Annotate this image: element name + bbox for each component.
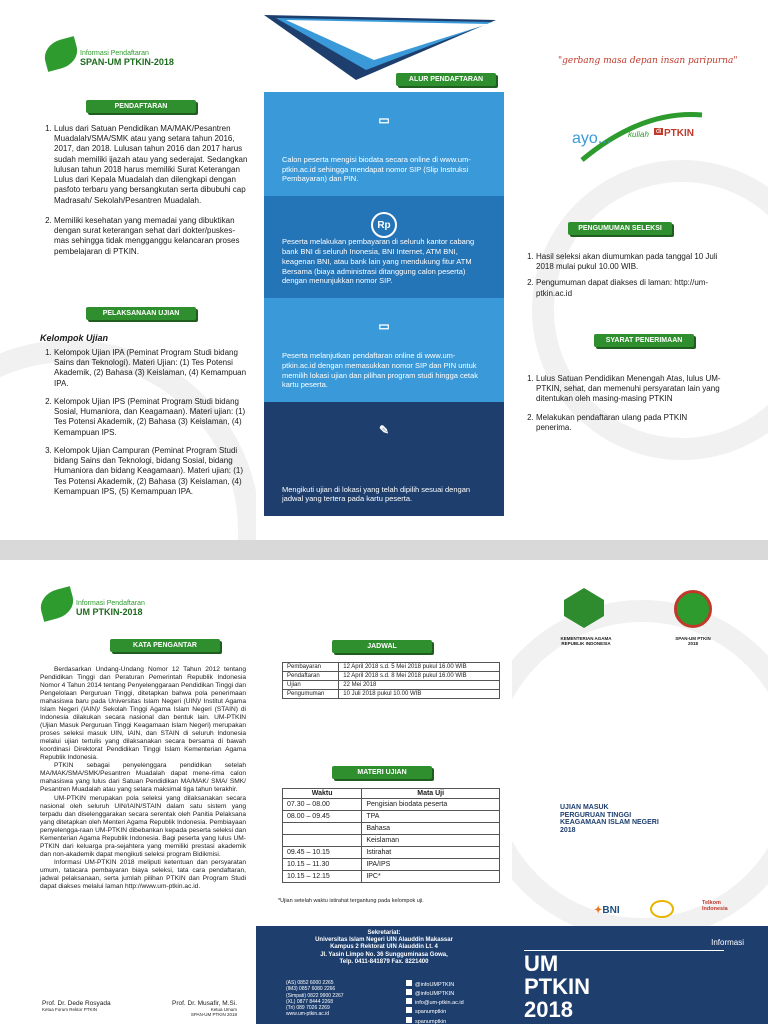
section-tag-materi: MATERI UJIAN bbox=[332, 766, 432, 779]
bni-mark-icon: ✦ bbox=[594, 905, 603, 916]
list-item: 1. Lulus Satuan Pendidikan Menengah Atas, lulus UM-PTKIN, sehat, dan memenuhi persyaratan lain yang ditentukan oleh masing-masing PTKIN bbox=[536, 374, 722, 405]
ptkin-text: PTKIN bbox=[664, 128, 694, 139]
bni-text: BNI bbox=[602, 905, 620, 916]
decor-wave bbox=[512, 600, 768, 940]
email-icon bbox=[406, 998, 412, 1004]
phone-number: (IM3) 0857 6080 2266 bbox=[286, 986, 336, 993]
um-ptkin-logo bbox=[40, 590, 145, 618]
address-line: Kampus 2 Rektorat UIN Alauddin Lt. 4 bbox=[330, 944, 438, 951]
youtube-link[interactable] bbox=[406, 1017, 464, 1024]
social-handle: spanumptkin bbox=[415, 1018, 447, 1024]
twitter-icon bbox=[406, 980, 412, 986]
social-handle: @infoUMPTKIN bbox=[415, 982, 455, 988]
span-line: 2018 bbox=[687, 641, 698, 646]
alur-step bbox=[264, 92, 504, 196]
twitter-link[interactable] bbox=[406, 980, 464, 989]
table-cell: Ujian bbox=[283, 681, 339, 690]
logo-big-text: SPAN-UM PTKIN-2018 bbox=[80, 57, 174, 68]
table-cell: Pengumuman bbox=[283, 690, 339, 699]
materi-table bbox=[282, 788, 500, 883]
kuliah-text: kuliah bbox=[628, 130, 649, 139]
telkom-text: Telkom bbox=[702, 900, 721, 906]
table-cell bbox=[283, 835, 362, 847]
table-row bbox=[283, 859, 500, 871]
telkom-text: Indonesia bbox=[702, 906, 728, 913]
big-line: PTKIN bbox=[524, 974, 590, 1000]
kelompok-list bbox=[40, 348, 250, 497]
kemenag-line: REPUBLIK INDONESIA bbox=[561, 641, 611, 646]
signer-role: Ketua Umum bbox=[210, 1007, 238, 1012]
table-row bbox=[283, 811, 500, 823]
social-handle: info@um-ptkin.ac.id bbox=[415, 1000, 464, 1007]
ayo-text: ayo... bbox=[572, 130, 612, 147]
table-cell: Keislaman bbox=[362, 835, 500, 847]
materi-note: *Ujian setelah waktu istirahat tergantung pada kelompok uji. bbox=[278, 898, 424, 904]
kata-pengantar-body bbox=[40, 666, 246, 891]
span-um-circle-logo-icon bbox=[674, 590, 712, 628]
jadwal-table bbox=[282, 662, 500, 699]
di-text: di bbox=[656, 128, 662, 135]
table-row bbox=[283, 663, 500, 672]
section-tag-jadwal: JADWAL bbox=[332, 640, 432, 653]
monitor-icon: ▭ bbox=[378, 113, 390, 128]
table-cell: IPA/IPS bbox=[362, 859, 500, 871]
phone-number: (AS) 0852 6000 2265 bbox=[286, 980, 334, 986]
alur-step-text: Peserta melanjutkan pendaftaran online di www.um-ptkin.ac.id dengan memasukkan nomor SIP dan PIN untuk memilih lokasi ujian dan pilihan program studi hingga cetak kartu peserta. bbox=[282, 351, 478, 390]
social-handle: spanumptkin bbox=[415, 1009, 447, 1016]
kemenag-label bbox=[556, 636, 616, 646]
table-row bbox=[283, 672, 500, 681]
social-handle: @infoUMPTKIN bbox=[415, 991, 455, 998]
section-tag-kata-pengantar: KATA PENGANTAR bbox=[110, 639, 220, 652]
table-cell: 12 April 2018 s.d. 8 Mei 2018 pukul 16.00 WIB bbox=[339, 672, 500, 681]
col-header: Waktu bbox=[283, 789, 362, 799]
paragraph: Informasi UM-PTKIN 2018 meliputi ketentuan dan persyaratan umum, tatacara pembayaran biaya seleksi, tata cara pendaftaran, jadwal pelaksanaan, serta jumlah pilihan PTKIN dan Program Studi dapat diakses melalui laman http://www.um-ptkin.ac.id. bbox=[40, 858, 246, 890]
list-item: 3. Kelompok Ujian Campuran (Peminat Program Studi bidang Sains dan Teknologi, bidang Sosial, bidang Humaniora dan bidang Keagamaan). Materi ujian: (1) Tes Potensi Akademik, (2) Bahasa (3) Keislaman, (4) Kemampuan IPS, (5) Kemampuan IPA. bbox=[54, 446, 250, 497]
monitor-icon: ▭ bbox=[378, 319, 390, 334]
list-item: 2. Memiliki kesehatan yang memadai yang dibuktikan dengan surat keterangan sehat dari dokter/puskes-mas sehingga tidak mengganggu kelancaran proses pembelajaran di PTKIN. bbox=[54, 216, 248, 257]
span-line: SPAN-UM PTKIN bbox=[675, 636, 711, 641]
bni-logo bbox=[594, 905, 620, 916]
website-link[interactable]: www.um-ptkin.ac.id bbox=[286, 1011, 330, 1018]
email-link[interactable] bbox=[406, 998, 464, 1007]
rupiah-icon: Rp bbox=[371, 212, 397, 238]
section-tag-alur: ALUR PENDAFTARAN bbox=[396, 73, 496, 86]
logo-small-text: Informasi Pendaftaran bbox=[76, 600, 145, 608]
signature-2 bbox=[172, 1000, 237, 1017]
youtube-icon bbox=[406, 1017, 412, 1023]
table-row bbox=[283, 835, 500, 847]
instagram-icon bbox=[406, 1007, 412, 1013]
kelompok-ujian-title: Kelompok Ujian bbox=[40, 333, 109, 343]
kemenag-line: KEMENTERIAN AGAMA bbox=[560, 636, 612, 641]
panel-jadwal bbox=[256, 560, 512, 1024]
address-line: Jl. Yasin Limpo No. 36 Sungguminasa Gowa, bbox=[320, 951, 448, 958]
signer-name: Prof. Dr. Dede Rosyada bbox=[42, 1000, 111, 1007]
sekretariat-address bbox=[256, 930, 512, 966]
pencil-icon: ✎ bbox=[378, 423, 390, 438]
phone-number: (XL) 0877 8444 2268 bbox=[286, 998, 333, 1005]
social-links bbox=[406, 980, 464, 1024]
table-cell: 12 April 2018 s.d. 5 Mei 2018 pukul 16.00 WIB bbox=[339, 663, 500, 672]
signer-role: Ketua Forum Rektor PTKIN bbox=[42, 1007, 98, 1012]
syarat-list bbox=[522, 374, 722, 433]
table-row bbox=[283, 847, 500, 859]
alur-step bbox=[264, 196, 504, 298]
table-cell: Bahasa bbox=[362, 823, 500, 835]
span-um-logo bbox=[44, 40, 174, 68]
leaf-icon bbox=[37, 586, 77, 622]
big-line: 2018 bbox=[524, 997, 573, 1023]
alur-step-text: Mengikuti ujian di lokasi yang telah dipilih sesuai dengan jadwal yang tertera pada kartu peserta. bbox=[282, 484, 471, 504]
sekretariat-footer bbox=[256, 926, 512, 1024]
facebook-icon bbox=[406, 989, 412, 995]
list-item: 2. Pengumuman dapat diakses di laman: http://um-ptkin.ac.id bbox=[536, 278, 722, 298]
logo-big-text: UM PTKIN-2018 bbox=[76, 607, 143, 618]
logo-small-text: Informasi Pendaftaran bbox=[80, 50, 149, 58]
table-cell: 09.45 – 10.15 bbox=[283, 847, 362, 859]
address-line: Universitas Islam Negeri UIN Alauddin Makassar bbox=[315, 937, 453, 944]
cover-big-title bbox=[524, 952, 590, 1021]
title-line: 2018 bbox=[560, 827, 576, 835]
list-item: 1. Lulus dari Satuan Pendidikan MA/MAK/Pesantren Muadalah/SMA/SMK atau yang setara tahun 2016, 2017, dan 2018. Lulusan tahun 2016 dan 2017 harus sudah memiliki ijazah atau yang sederajat. Sedangkan lulusan tahun 2018 harus memiliki Surat Keterangan Lulus dari Kepala Muadalah dan dilengkapi dengan pasfoto terbaru yang bersangkutan serta dibubuhi cap Madrasah/ Sekolah/Pesantren Muadalah. bbox=[54, 124, 248, 206]
signature-1 bbox=[42, 1000, 111, 1012]
section-tag-pelaksanaan: PELAKSANAAN UJIAN bbox=[86, 307, 196, 320]
table-row bbox=[283, 690, 500, 699]
table-row bbox=[283, 871, 500, 883]
list-item: 2. Melakukan pendaftaran ulang pada PTKIN penerima. bbox=[536, 413, 722, 433]
list-item: 1. Kelompok Ujian IPA (Peminat Program Studi bidang Sains dan Teknologi). Materi Ujian: (1) Tes Potensi Akademik, (2) Bahasa (3) Keislaman, (4) Kemampuan IPA. bbox=[54, 348, 250, 389]
facebook-link[interactable] bbox=[406, 989, 464, 998]
pengumuman-list bbox=[522, 252, 722, 299]
slogan: "gerbang masa depan insan paripurna" bbox=[558, 56, 738, 66]
table-row bbox=[283, 799, 500, 811]
table-row bbox=[283, 823, 500, 835]
section-tag-pendaftaran: PENDAFTARAN bbox=[86, 100, 196, 113]
panel-cover bbox=[512, 560, 768, 1024]
pendaftaran-list bbox=[40, 124, 248, 257]
col-header: Mata Uji bbox=[362, 789, 500, 799]
table-cell: Pengisian biodata peserta bbox=[362, 799, 500, 811]
table-cell: 08.00 – 09.45 bbox=[283, 811, 362, 823]
table-cell: 07.30 – 08.00 bbox=[283, 799, 362, 811]
list-item: 1. Hasil seleksi akan diumumkan pada tanggal 10 Juli 2018 mulai pukul 10.00 WIB. bbox=[536, 252, 722, 272]
panel-pendaftaran bbox=[0, 0, 256, 540]
sekretariat-title: Sekretariat: bbox=[367, 930, 401, 936]
telkom-logo bbox=[702, 900, 728, 912]
table-cell: Istirahat bbox=[362, 847, 500, 859]
ayo-kuliah-logo bbox=[572, 100, 712, 170]
table-cell: Pembayaran bbox=[283, 663, 339, 672]
title-line: UJIAN MASUK bbox=[560, 804, 609, 811]
table-row bbox=[283, 681, 500, 690]
table-cell: IPC* bbox=[362, 871, 500, 883]
section-tag-pengumuman: PENGUMUMAN SELEKSI bbox=[568, 222, 672, 235]
panel-pengumuman bbox=[512, 0, 768, 540]
paragraph: Berdasarkan Undang-Undang Nomor 12 Tahun 2012 tentang Pendidikan Tinggi dan Peraturan Pemerintah Republik Indonesia Nomor 4 Tahun 2014 tentang Penyelenggaraan Pendidikan Tinggi dan Pengelolaan Perguruan Tinggi, ditetapkan bahwa pola penerimaan mahasiswa baru pada Universitas Islam Negeri (UIN)/ Institut Agama Islam Negeri (IAIN)/ Sekolah Tinggi Agama Islam Negeri (STAIN) di Indonesia dilakukan secara nasional dan bentuk lain. UM-PTKIN (Ujian Masuk Perguruan Tinggi Keagamaan Islam Negeri) merupakan proses seleksi masuk UIN, IAIN, dan STAIN di seluruh Indonesia melalui ujian tertulis yang dilaksanakan secara bersama di bawah koordinasi Direktorat Pendidikan Tinggi Islam Kementerian Agama Republik Indonesia. bbox=[40, 666, 246, 762]
instagram-link[interactable] bbox=[406, 1007, 464, 1016]
title-line: PERGURUAN TINGGI bbox=[560, 811, 632, 819]
partner-logo-icon bbox=[650, 900, 674, 918]
panel-alur-pendaftaran bbox=[256, 0, 512, 540]
table-cell: 22 Mei 2018 bbox=[339, 681, 500, 690]
contact-phones bbox=[286, 980, 344, 1018]
section-tag-syarat: SYARAT PENERIMAAN bbox=[594, 334, 694, 347]
alur-step-text: Calon peserta mengisi biodata secara online di www.um-ptkin.ac.id sehingga mendapat nomor SIP (Slip Instruksi Pembayaran) dan PIN. bbox=[282, 154, 471, 184]
list-item: 2. Kelompok Ujian IPS (Peminat Program Studi bidang Sosial, Humaniora, dan Keagamaan). Materi ujian: (1) Tes Potensi Akademik, (2) Bahasa (3) Keislaman, (4) Kemampuan IPS. bbox=[54, 397, 250, 438]
paragraph: UM-PTKIN merupakan pola seleksi yang dilaksanakan secara nasional oleh seluruh UIN/IAIN/STAIN dalam satu sistem yang terpadu dan diselenggarakan secara serentak oleh Panitia Pelaksana yang ditetapkan oleh Menteri Agama Republik Indonesia. Pembiayaan penyelengga-raan UM-PTKIN dibebankan kepada peserta seleksi dan Kementerian Agama Republik Indonesia. Bagi peserta yang lulus UM-PTKIN dari keluarga pra-sejahtera yang memiliki prestasi akademik dan non-akademik dapat mengikuti seleksi program Bidikmisi. bbox=[40, 794, 246, 858]
alur-step bbox=[264, 402, 504, 516]
cover-banner bbox=[512, 926, 768, 1024]
signer-name: Prof. Dr. Musafir, M.Si. bbox=[172, 1000, 238, 1007]
leaf-icon bbox=[41, 36, 81, 72]
span-um-label bbox=[668, 636, 718, 646]
table-cell bbox=[283, 823, 362, 835]
alur-step bbox=[264, 298, 504, 402]
table-cell: 10 Juli 2018 pukul 10.00 WIB bbox=[339, 690, 500, 699]
table-cell: Pendaftaran bbox=[283, 672, 339, 681]
signer-role: SPAN-UM PTKIN 2018 bbox=[190, 1012, 238, 1017]
phone-number: (Tri) 089 7026 2269 bbox=[286, 1005, 330, 1011]
table-cell: 10.15 – 11.30 bbox=[283, 859, 362, 871]
big-line: UM bbox=[524, 951, 559, 976]
table-cell: 10.15 – 12.15 bbox=[283, 871, 362, 883]
cover-title bbox=[560, 804, 659, 835]
alur-step-text: Peserta melakukan pembayaran di seluruh kantor cabang bank BNI di seluruh Inonesia, BNI Internet, ATM BNI, keagenan BNI, atau bank lain yang mendukung fitur ATM Bersama (biaya administrasi ditanggung calon peserta) dengan menunjukkan nomor SIP. bbox=[282, 237, 475, 286]
table-cell: TPA bbox=[362, 811, 500, 823]
info-label: Informasi bbox=[711, 938, 744, 947]
title-line: KEAGAMAAN ISLAM NEGERI bbox=[560, 819, 659, 827]
address-line: Telp. 0411-841879 Fax. 8221400 bbox=[339, 958, 429, 965]
paragraph: PTKIN sebagai penyelenggara pendidikan setelah MA/MAK/SMA/SMK/Pesantren Muadalah dapat mene-rima calon mahasiswa yang lulus dari Satuan Pendidikan MA/MAK/ SMA/ SMK/ Pesantren Muadalah atau yang setara maksimal tiga tahun terakhir. bbox=[40, 762, 246, 794]
panel-kata-pengantar bbox=[0, 560, 256, 1024]
phone-number: (Simpati) 0822 9900 2267 bbox=[286, 992, 344, 999]
